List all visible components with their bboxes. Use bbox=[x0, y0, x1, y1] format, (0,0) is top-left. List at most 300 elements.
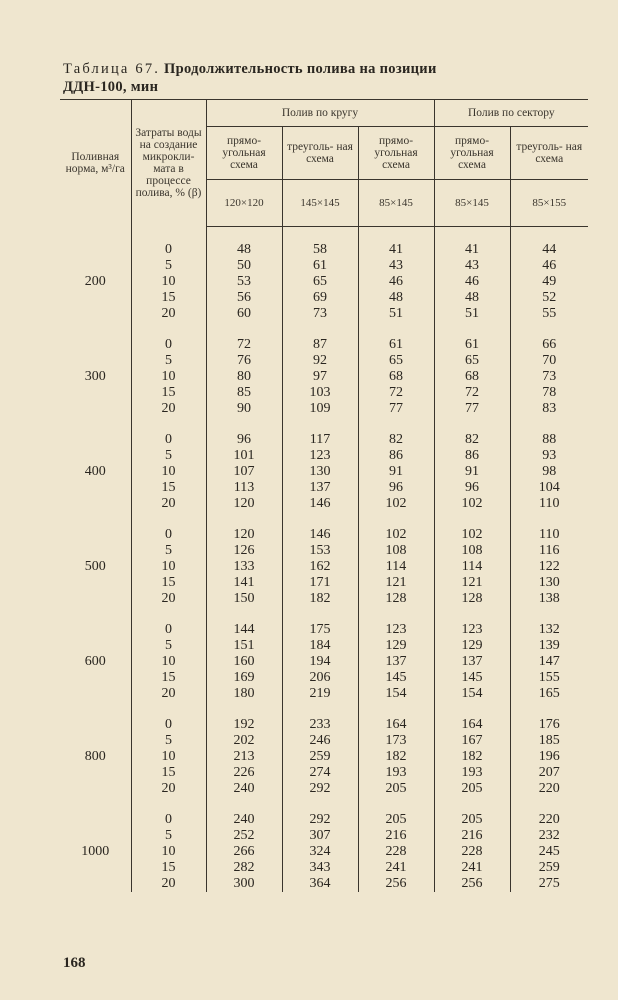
value-cell: 228 bbox=[434, 844, 510, 860]
value-cell: 300 bbox=[206, 876, 282, 892]
value-cell: 110 bbox=[510, 527, 588, 543]
cost-cell: 10 bbox=[131, 559, 206, 575]
value-cell: 145 bbox=[358, 670, 434, 686]
norm-cell bbox=[60, 812, 131, 828]
value-cell: 123 bbox=[282, 448, 358, 464]
norm-cell bbox=[60, 733, 131, 749]
value-cell: 49 bbox=[510, 274, 588, 290]
value-cell: 51 bbox=[434, 306, 510, 322]
value-cell: 126 bbox=[206, 543, 282, 559]
value-cell: 43 bbox=[434, 258, 510, 274]
value-cell: 193 bbox=[434, 765, 510, 781]
value-cell: 256 bbox=[434, 876, 510, 892]
table-row bbox=[60, 432, 588, 448]
value-cell: 121 bbox=[358, 575, 434, 591]
header-size: 120×120 bbox=[206, 180, 282, 227]
value-cell: 232 bbox=[510, 828, 588, 844]
value-cell: 78 bbox=[510, 385, 588, 401]
value-cell: 219 bbox=[282, 686, 358, 702]
value-cell: 102 bbox=[358, 496, 434, 512]
norm-cell bbox=[60, 575, 131, 591]
value-cell: 275 bbox=[510, 876, 588, 892]
norm-cell bbox=[60, 781, 131, 797]
cost-cell: 15 bbox=[131, 575, 206, 591]
value-cell: 207 bbox=[510, 765, 588, 781]
value-cell: 259 bbox=[282, 749, 358, 765]
value-cell: 80 bbox=[206, 369, 282, 385]
value-cell: 69 bbox=[282, 290, 358, 306]
norm-cell bbox=[60, 353, 131, 369]
cost-cell: 0 bbox=[131, 337, 206, 353]
table-row bbox=[60, 686, 588, 702]
spacer-row bbox=[60, 417, 588, 432]
value-cell: 87 bbox=[282, 337, 358, 353]
value-cell: 240 bbox=[206, 781, 282, 797]
value-cell: 175 bbox=[282, 622, 358, 638]
table-row bbox=[60, 559, 588, 575]
norm-cell bbox=[60, 876, 131, 892]
value-cell: 72 bbox=[358, 385, 434, 401]
value-cell: 266 bbox=[206, 844, 282, 860]
spacer-row bbox=[60, 702, 588, 717]
value-cell: 185 bbox=[510, 733, 588, 749]
value-cell: 56 bbox=[206, 290, 282, 306]
value-cell: 205 bbox=[358, 781, 434, 797]
value-cell: 66 bbox=[510, 337, 588, 353]
value-cell: 205 bbox=[434, 812, 510, 828]
value-cell: 128 bbox=[434, 591, 510, 607]
header-scheme: прямо- угольная схема bbox=[434, 127, 510, 180]
value-cell: 173 bbox=[358, 733, 434, 749]
value-cell: 68 bbox=[358, 369, 434, 385]
value-cell: 241 bbox=[434, 860, 510, 876]
table-body bbox=[60, 227, 588, 893]
cost-cell: 10 bbox=[131, 274, 206, 290]
value-cell: 77 bbox=[358, 401, 434, 417]
cost-cell: 20 bbox=[131, 401, 206, 417]
cost-cell: 5 bbox=[131, 258, 206, 274]
value-cell: 151 bbox=[206, 638, 282, 654]
value-cell: 70 bbox=[510, 353, 588, 369]
value-cell: 246 bbox=[282, 733, 358, 749]
value-cell: 147 bbox=[510, 654, 588, 670]
table-row bbox=[60, 306, 588, 322]
data-table bbox=[60, 99, 588, 892]
header-scheme: прямо- угольная схема bbox=[358, 127, 434, 180]
value-cell: 137 bbox=[434, 654, 510, 670]
value-cell: 144 bbox=[206, 622, 282, 638]
value-cell: 123 bbox=[358, 622, 434, 638]
header-scheme: прямо- угольная схема bbox=[206, 127, 282, 180]
norm-cell bbox=[60, 480, 131, 496]
value-cell: 137 bbox=[282, 480, 358, 496]
value-cell: 41 bbox=[434, 242, 510, 258]
cost-cell: 15 bbox=[131, 385, 206, 401]
value-cell: 196 bbox=[510, 749, 588, 765]
cost-cell: 20 bbox=[131, 781, 206, 797]
table-row bbox=[60, 749, 588, 765]
value-cell: 48 bbox=[206, 242, 282, 258]
norm-cell bbox=[60, 432, 131, 448]
value-cell: 153 bbox=[282, 543, 358, 559]
header-size: 85×145 bbox=[358, 180, 434, 227]
value-cell: 216 bbox=[434, 828, 510, 844]
cost-cell: 5 bbox=[131, 638, 206, 654]
value-cell: 164 bbox=[358, 717, 434, 733]
cost-cell: 0 bbox=[131, 527, 206, 543]
value-cell: 88 bbox=[510, 432, 588, 448]
value-cell: 194 bbox=[282, 654, 358, 670]
spacer-row bbox=[60, 797, 588, 812]
value-cell: 182 bbox=[434, 749, 510, 765]
cost-cell: 5 bbox=[131, 828, 206, 844]
cost-cell: 0 bbox=[131, 622, 206, 638]
value-cell: 160 bbox=[206, 654, 282, 670]
value-cell: 274 bbox=[282, 765, 358, 781]
value-cell: 307 bbox=[282, 828, 358, 844]
norm-cell bbox=[60, 290, 131, 306]
value-cell: 220 bbox=[510, 812, 588, 828]
norm-cell bbox=[60, 306, 131, 322]
norm-cell bbox=[60, 337, 131, 353]
table-row bbox=[60, 622, 588, 638]
table-row bbox=[60, 369, 588, 385]
value-cell: 51 bbox=[358, 306, 434, 322]
value-cell: 165 bbox=[510, 686, 588, 702]
norm-cell bbox=[60, 385, 131, 401]
header-size: 85×145 bbox=[434, 180, 510, 227]
value-cell: 206 bbox=[282, 670, 358, 686]
table-row bbox=[60, 591, 588, 607]
value-cell: 55 bbox=[510, 306, 588, 322]
value-cell: 292 bbox=[282, 781, 358, 797]
value-cell: 50 bbox=[206, 258, 282, 274]
table-row bbox=[60, 337, 588, 353]
cost-cell: 5 bbox=[131, 543, 206, 559]
value-cell: 121 bbox=[434, 575, 510, 591]
table-row bbox=[60, 448, 588, 464]
table-title bbox=[63, 60, 583, 96]
value-cell: 213 bbox=[206, 749, 282, 765]
value-cell: 114 bbox=[358, 559, 434, 575]
value-cell: 146 bbox=[282, 527, 358, 543]
header-scheme: треуголь- ная схема bbox=[510, 127, 588, 180]
cost-cell: 20 bbox=[131, 686, 206, 702]
norm-cell bbox=[60, 591, 131, 607]
cost-cell: 15 bbox=[131, 765, 206, 781]
value-cell: 86 bbox=[358, 448, 434, 464]
norm-cell bbox=[60, 496, 131, 512]
value-cell: 61 bbox=[282, 258, 358, 274]
value-cell: 155 bbox=[510, 670, 588, 686]
norm-cell bbox=[60, 242, 131, 258]
value-cell: 133 bbox=[206, 559, 282, 575]
norm-cell bbox=[60, 258, 131, 274]
norm-cell: 300 bbox=[84, 369, 106, 384]
cost-cell: 15 bbox=[131, 480, 206, 496]
cost-cell: 15 bbox=[131, 670, 206, 686]
norm-cell bbox=[60, 622, 131, 638]
value-cell: 259 bbox=[510, 860, 588, 876]
norm-cell bbox=[60, 828, 131, 844]
value-cell: 226 bbox=[206, 765, 282, 781]
value-cell: 46 bbox=[358, 274, 434, 290]
value-cell: 96 bbox=[434, 480, 510, 496]
value-cell: 169 bbox=[206, 670, 282, 686]
norm-cell bbox=[60, 638, 131, 654]
cost-cell: 10 bbox=[131, 654, 206, 670]
value-cell: 182 bbox=[358, 749, 434, 765]
value-cell: 123 bbox=[434, 622, 510, 638]
table-row bbox=[60, 860, 588, 876]
value-cell: 176 bbox=[510, 717, 588, 733]
norm-cell bbox=[60, 765, 131, 781]
header-cost: Затраты воды на создание микрокли- мата в процессе полива, % (β) bbox=[131, 100, 206, 227]
value-cell: 130 bbox=[282, 464, 358, 480]
value-cell: 205 bbox=[358, 812, 434, 828]
value-cell: 103 bbox=[282, 385, 358, 401]
value-cell: 122 bbox=[510, 559, 588, 575]
value-cell: 65 bbox=[282, 274, 358, 290]
value-cell: 92 bbox=[282, 353, 358, 369]
value-cell: 76 bbox=[206, 353, 282, 369]
value-cell: 154 bbox=[358, 686, 434, 702]
value-cell: 107 bbox=[206, 464, 282, 480]
value-cell: 245 bbox=[510, 844, 588, 860]
table-row bbox=[60, 876, 588, 892]
value-cell: 171 bbox=[282, 575, 358, 591]
value-cell: 101 bbox=[206, 448, 282, 464]
value-cell: 104 bbox=[510, 480, 588, 496]
value-cell: 73 bbox=[282, 306, 358, 322]
value-cell: 129 bbox=[434, 638, 510, 654]
value-cell: 53 bbox=[206, 274, 282, 290]
cost-cell: 0 bbox=[131, 812, 206, 828]
table-row bbox=[60, 353, 588, 369]
value-cell: 192 bbox=[206, 717, 282, 733]
spacer-row bbox=[60, 607, 588, 622]
cost-cell: 0 bbox=[131, 242, 206, 258]
table-row bbox=[60, 828, 588, 844]
table-title-line2: ДДН-100, мин bbox=[63, 79, 159, 95]
value-cell: 138 bbox=[510, 591, 588, 607]
norm-cell: 800 bbox=[84, 749, 106, 764]
cost-cell: 15 bbox=[131, 290, 206, 306]
value-cell: 46 bbox=[434, 274, 510, 290]
table-title-line1: Продолжительность полива на позиции bbox=[164, 61, 437, 77]
value-cell: 154 bbox=[434, 686, 510, 702]
spacer-row bbox=[60, 322, 588, 337]
value-cell: 130 bbox=[510, 575, 588, 591]
value-cell: 82 bbox=[434, 432, 510, 448]
value-cell: 202 bbox=[206, 733, 282, 749]
table-row bbox=[60, 844, 588, 860]
value-cell: 193 bbox=[358, 765, 434, 781]
value-cell: 102 bbox=[434, 496, 510, 512]
norm-cell bbox=[60, 448, 131, 464]
spacer-row bbox=[60, 227, 588, 243]
value-cell: 113 bbox=[206, 480, 282, 496]
cost-cell: 5 bbox=[131, 448, 206, 464]
value-cell: 110 bbox=[510, 496, 588, 512]
cost-cell: 20 bbox=[131, 496, 206, 512]
cost-cell: 5 bbox=[131, 733, 206, 749]
norm-cell bbox=[60, 717, 131, 733]
value-cell: 184 bbox=[282, 638, 358, 654]
value-cell: 120 bbox=[206, 527, 282, 543]
cost-cell: 10 bbox=[131, 844, 206, 860]
page-number: 168 bbox=[63, 955, 86, 971]
value-cell: 85 bbox=[206, 385, 282, 401]
value-cell: 364 bbox=[282, 876, 358, 892]
value-cell: 72 bbox=[434, 385, 510, 401]
value-cell: 180 bbox=[206, 686, 282, 702]
value-cell: 83 bbox=[510, 401, 588, 417]
value-cell: 145 bbox=[434, 670, 510, 686]
value-cell: 220 bbox=[510, 781, 588, 797]
value-cell: 150 bbox=[206, 591, 282, 607]
table-row bbox=[60, 638, 588, 654]
value-cell: 93 bbox=[510, 448, 588, 464]
norm-cell bbox=[60, 860, 131, 876]
value-cell: 65 bbox=[434, 353, 510, 369]
table-row bbox=[60, 496, 588, 512]
table-row bbox=[60, 290, 588, 306]
cost-cell: 0 bbox=[131, 717, 206, 733]
table-row bbox=[60, 733, 588, 749]
value-cell: 167 bbox=[434, 733, 510, 749]
header-group-sector: Полив по сектору bbox=[434, 100, 588, 127]
table-row bbox=[60, 654, 588, 670]
cost-cell: 5 bbox=[131, 353, 206, 369]
value-cell: 91 bbox=[358, 464, 434, 480]
value-cell: 44 bbox=[510, 242, 588, 258]
header-size: 145×145 bbox=[282, 180, 358, 227]
table-row bbox=[60, 274, 588, 290]
norm-cell bbox=[60, 686, 131, 702]
value-cell: 233 bbox=[282, 717, 358, 733]
value-cell: 46 bbox=[510, 258, 588, 274]
value-cell: 82 bbox=[358, 432, 434, 448]
value-cell: 108 bbox=[434, 543, 510, 559]
value-cell: 61 bbox=[434, 337, 510, 353]
value-cell: 240 bbox=[206, 812, 282, 828]
table-row bbox=[60, 670, 588, 686]
norm-cell: 1000 bbox=[81, 844, 110, 859]
value-cell: 241 bbox=[358, 860, 434, 876]
value-cell: 343 bbox=[282, 860, 358, 876]
value-cell: 96 bbox=[206, 432, 282, 448]
value-cell: 86 bbox=[434, 448, 510, 464]
value-cell: 146 bbox=[282, 496, 358, 512]
value-cell: 108 bbox=[358, 543, 434, 559]
cost-cell: 10 bbox=[131, 464, 206, 480]
value-cell: 68 bbox=[434, 369, 510, 385]
value-cell: 98 bbox=[510, 464, 588, 480]
norm-cell: 600 bbox=[84, 654, 106, 669]
value-cell: 43 bbox=[358, 258, 434, 274]
table-row bbox=[60, 765, 588, 781]
cost-cell: 20 bbox=[131, 591, 206, 607]
table-row bbox=[60, 242, 588, 258]
cost-cell: 20 bbox=[131, 876, 206, 892]
header-scheme: треуголь- ная схема bbox=[282, 127, 358, 180]
value-cell: 60 bbox=[206, 306, 282, 322]
value-cell: 162 bbox=[282, 559, 358, 575]
value-cell: 228 bbox=[358, 844, 434, 860]
cost-cell: 0 bbox=[131, 432, 206, 448]
value-cell: 102 bbox=[434, 527, 510, 543]
value-cell: 205 bbox=[434, 781, 510, 797]
spacer-row bbox=[60, 512, 588, 527]
header-norm: Поливная норма, м³/га bbox=[60, 100, 131, 227]
norm-cell: 500 bbox=[84, 559, 106, 574]
value-cell: 41 bbox=[358, 242, 434, 258]
value-cell: 116 bbox=[510, 543, 588, 559]
cost-cell: 10 bbox=[131, 369, 206, 385]
value-cell: 292 bbox=[282, 812, 358, 828]
value-cell: 58 bbox=[282, 242, 358, 258]
norm-cell bbox=[60, 527, 131, 543]
value-cell: 252 bbox=[206, 828, 282, 844]
value-cell: 96 bbox=[358, 480, 434, 496]
value-cell: 324 bbox=[282, 844, 358, 860]
table-row bbox=[60, 385, 588, 401]
value-cell: 77 bbox=[434, 401, 510, 417]
value-cell: 91 bbox=[434, 464, 510, 480]
norm-cell: 400 bbox=[84, 464, 106, 479]
table-label: Таблица 67. bbox=[63, 61, 161, 77]
value-cell: 61 bbox=[358, 337, 434, 353]
value-cell: 117 bbox=[282, 432, 358, 448]
value-cell: 282 bbox=[206, 860, 282, 876]
value-cell: 137 bbox=[358, 654, 434, 670]
value-cell: 72 bbox=[206, 337, 282, 353]
value-cell: 73 bbox=[510, 369, 588, 385]
table-row bbox=[60, 543, 588, 559]
value-cell: 109 bbox=[282, 401, 358, 417]
value-cell: 141 bbox=[206, 575, 282, 591]
header-group-circle: Полив по кругу bbox=[206, 100, 434, 127]
table-row bbox=[60, 812, 588, 828]
value-cell: 48 bbox=[434, 290, 510, 306]
value-cell: 97 bbox=[282, 369, 358, 385]
table-row bbox=[60, 480, 588, 496]
table-row bbox=[60, 464, 588, 480]
norm-cell bbox=[60, 670, 131, 686]
value-cell: 90 bbox=[206, 401, 282, 417]
value-cell: 132 bbox=[510, 622, 588, 638]
header-size: 85×155 bbox=[510, 180, 588, 227]
value-cell: 48 bbox=[358, 290, 434, 306]
value-cell: 52 bbox=[510, 290, 588, 306]
value-cell: 216 bbox=[358, 828, 434, 844]
table-row bbox=[60, 781, 588, 797]
value-cell: 164 bbox=[434, 717, 510, 733]
table-row bbox=[60, 575, 588, 591]
cost-cell: 10 bbox=[131, 749, 206, 765]
table-row bbox=[60, 717, 588, 733]
value-cell: 102 bbox=[358, 527, 434, 543]
norm-cell bbox=[60, 543, 131, 559]
table-row bbox=[60, 258, 588, 274]
table-row bbox=[60, 401, 588, 417]
value-cell: 114 bbox=[434, 559, 510, 575]
cost-cell: 15 bbox=[131, 860, 206, 876]
value-cell: 128 bbox=[358, 591, 434, 607]
value-cell: 139 bbox=[510, 638, 588, 654]
norm-cell: 200 bbox=[84, 274, 106, 289]
